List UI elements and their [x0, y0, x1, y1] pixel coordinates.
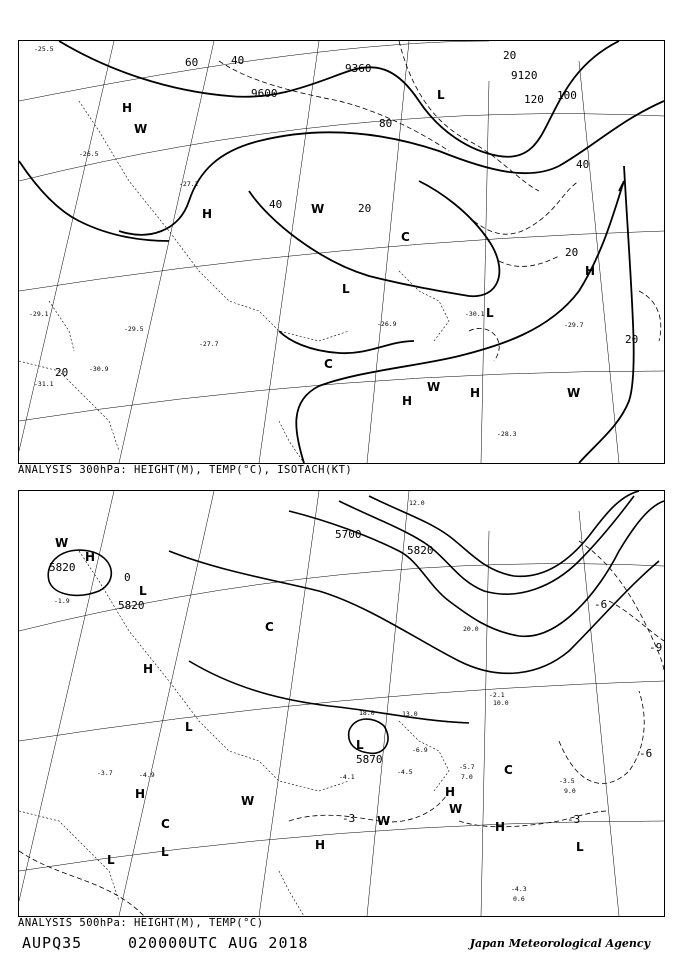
temperature-value: 13.0	[402, 710, 418, 718]
temperature-value: 0.6	[513, 895, 525, 903]
pressure-system-markers	[122, 88, 595, 408]
high-marker: H	[122, 101, 133, 115]
isotherm-label: -3	[342, 812, 356, 825]
low-marker: L	[486, 306, 494, 320]
temperature-samples	[29, 45, 584, 438]
caption-500hpa: ANALYSIS 500hPa: HEIGHT(M), TEMP(°C)	[18, 917, 264, 929]
isotherms	[19, 541, 664, 916]
temperature-value: -28.3	[497, 430, 517, 438]
temperature-value: -1.9	[54, 597, 70, 605]
high-marker: H	[445, 785, 456, 799]
isotach-label: 40	[269, 198, 283, 211]
warm-marker: W	[241, 794, 255, 808]
low-marker: L	[185, 720, 193, 734]
warm-marker: W	[377, 814, 391, 828]
map-500hpa-canvas	[19, 491, 664, 916]
temperature-value: 12.0	[409, 499, 425, 507]
temperature-value: -29.5	[124, 325, 144, 333]
height-labels	[49, 528, 434, 766]
temperature-value: -31.1	[34, 380, 54, 388]
height-label: 5820	[407, 544, 434, 557]
warm-marker: W	[55, 536, 69, 550]
warm-marker: W	[311, 202, 325, 216]
temperature-value: -6.9	[412, 746, 428, 754]
height-label: 5820	[118, 599, 145, 612]
height-label: 5700	[335, 528, 362, 541]
isotach-label: 20	[55, 366, 69, 379]
low-marker: L	[107, 853, 115, 867]
temperature-value: -29.1	[29, 310, 49, 318]
isotach-label: 20	[625, 333, 639, 346]
cold-marker: C	[324, 357, 333, 371]
temperature-value: -4.5	[397, 768, 413, 776]
agency-credit: Japan Meteorological Agency	[469, 937, 650, 950]
isotach-label: 100	[557, 89, 577, 102]
height-labels	[251, 62, 538, 100]
low-marker: L	[576, 840, 584, 854]
high-marker: H	[202, 207, 213, 221]
caption-300hpa: ANALYSIS 300hPa: HEIGHT(M), TEMP(°C), ISOTACH(KT)	[18, 464, 353, 476]
low-marker: L	[139, 584, 147, 598]
temperature-value: -26.9	[377, 320, 397, 328]
height-label: 5820	[49, 561, 76, 574]
isotherm-label: -9	[649, 641, 663, 654]
isotach-label: 20	[358, 202, 372, 215]
cold-marker: C	[265, 620, 274, 634]
temperature-value: 9.0	[564, 787, 576, 795]
warm-marker: W	[449, 802, 463, 816]
temperature-value: -26.5	[79, 150, 99, 158]
temperature-value: -4.9	[139, 771, 155, 779]
cold-marker: C	[401, 230, 410, 244]
map-300hpa-canvas	[19, 41, 664, 463]
warm-marker: W	[567, 386, 581, 400]
height-label: 9600	[251, 87, 278, 100]
isotach-label: 40	[231, 54, 245, 67]
low-marker: L	[342, 282, 350, 296]
high-marker: H	[402, 394, 413, 408]
low-marker: L	[437, 88, 445, 102]
isotach-label: 80	[379, 117, 393, 130]
temperature-value: 20.0	[463, 625, 479, 633]
temperature-value: -30.9	[89, 365, 109, 373]
isotherm-label: -6	[594, 598, 608, 611]
cold-marker: C	[161, 817, 170, 831]
temperature-value: -5.7	[459, 763, 475, 771]
temperature-value: 7.0	[461, 773, 473, 781]
low-marker: L	[161, 845, 169, 859]
isotach-label: 20	[565, 246, 579, 259]
isotherm-label: -6	[639, 747, 653, 760]
isotach-label: 120	[524, 93, 544, 106]
warm-marker: W	[427, 380, 441, 394]
temperature-value: -29.7	[564, 321, 584, 329]
high-marker: H	[135, 787, 146, 801]
temperature-value: -27.7	[199, 340, 219, 348]
map-500hpa	[18, 490, 665, 917]
valid-time: 020000UTC AUG 2018	[128, 934, 309, 952]
low-marker: L	[356, 738, 364, 752]
isotherm-label: 0	[124, 571, 131, 584]
chart-id: AUPQ35	[22, 934, 83, 952]
map-300hpa	[18, 40, 665, 464]
isotach-label: 40	[576, 158, 590, 171]
high-marker: H	[85, 550, 96, 564]
high-marker: H	[470, 386, 481, 400]
temperature-value: 18.0	[359, 709, 375, 717]
cold-marker: C	[504, 763, 513, 777]
graticule	[19, 491, 664, 916]
temperature-value: -3.7	[97, 769, 113, 777]
temperature-value: -4.1	[339, 773, 355, 781]
temperature-value: -30.1	[465, 310, 485, 318]
high-marker: H	[495, 820, 506, 834]
height-label: 9120	[511, 69, 538, 82]
temperature-value: -25.5	[34, 45, 54, 53]
warm-marker: W	[134, 122, 148, 136]
isotherm-labels	[124, 571, 662, 826]
high-marker: H	[143, 662, 154, 676]
temperature-value: -4.3	[511, 885, 527, 893]
high-marker: H	[315, 838, 326, 852]
isotach-label: 60	[185, 56, 199, 69]
temperature-value: -27.2	[179, 180, 199, 188]
height-label: 5870	[356, 753, 383, 766]
high-marker: H	[585, 264, 596, 278]
temperature-value: -3.5	[559, 777, 575, 785]
height-label: 9360	[345, 62, 372, 75]
isotach-label: 20	[503, 49, 517, 62]
temperature-value: 10.0	[493, 699, 509, 707]
temperature-value: -2.1	[489, 691, 505, 699]
isotherm-label: -3	[567, 813, 581, 826]
